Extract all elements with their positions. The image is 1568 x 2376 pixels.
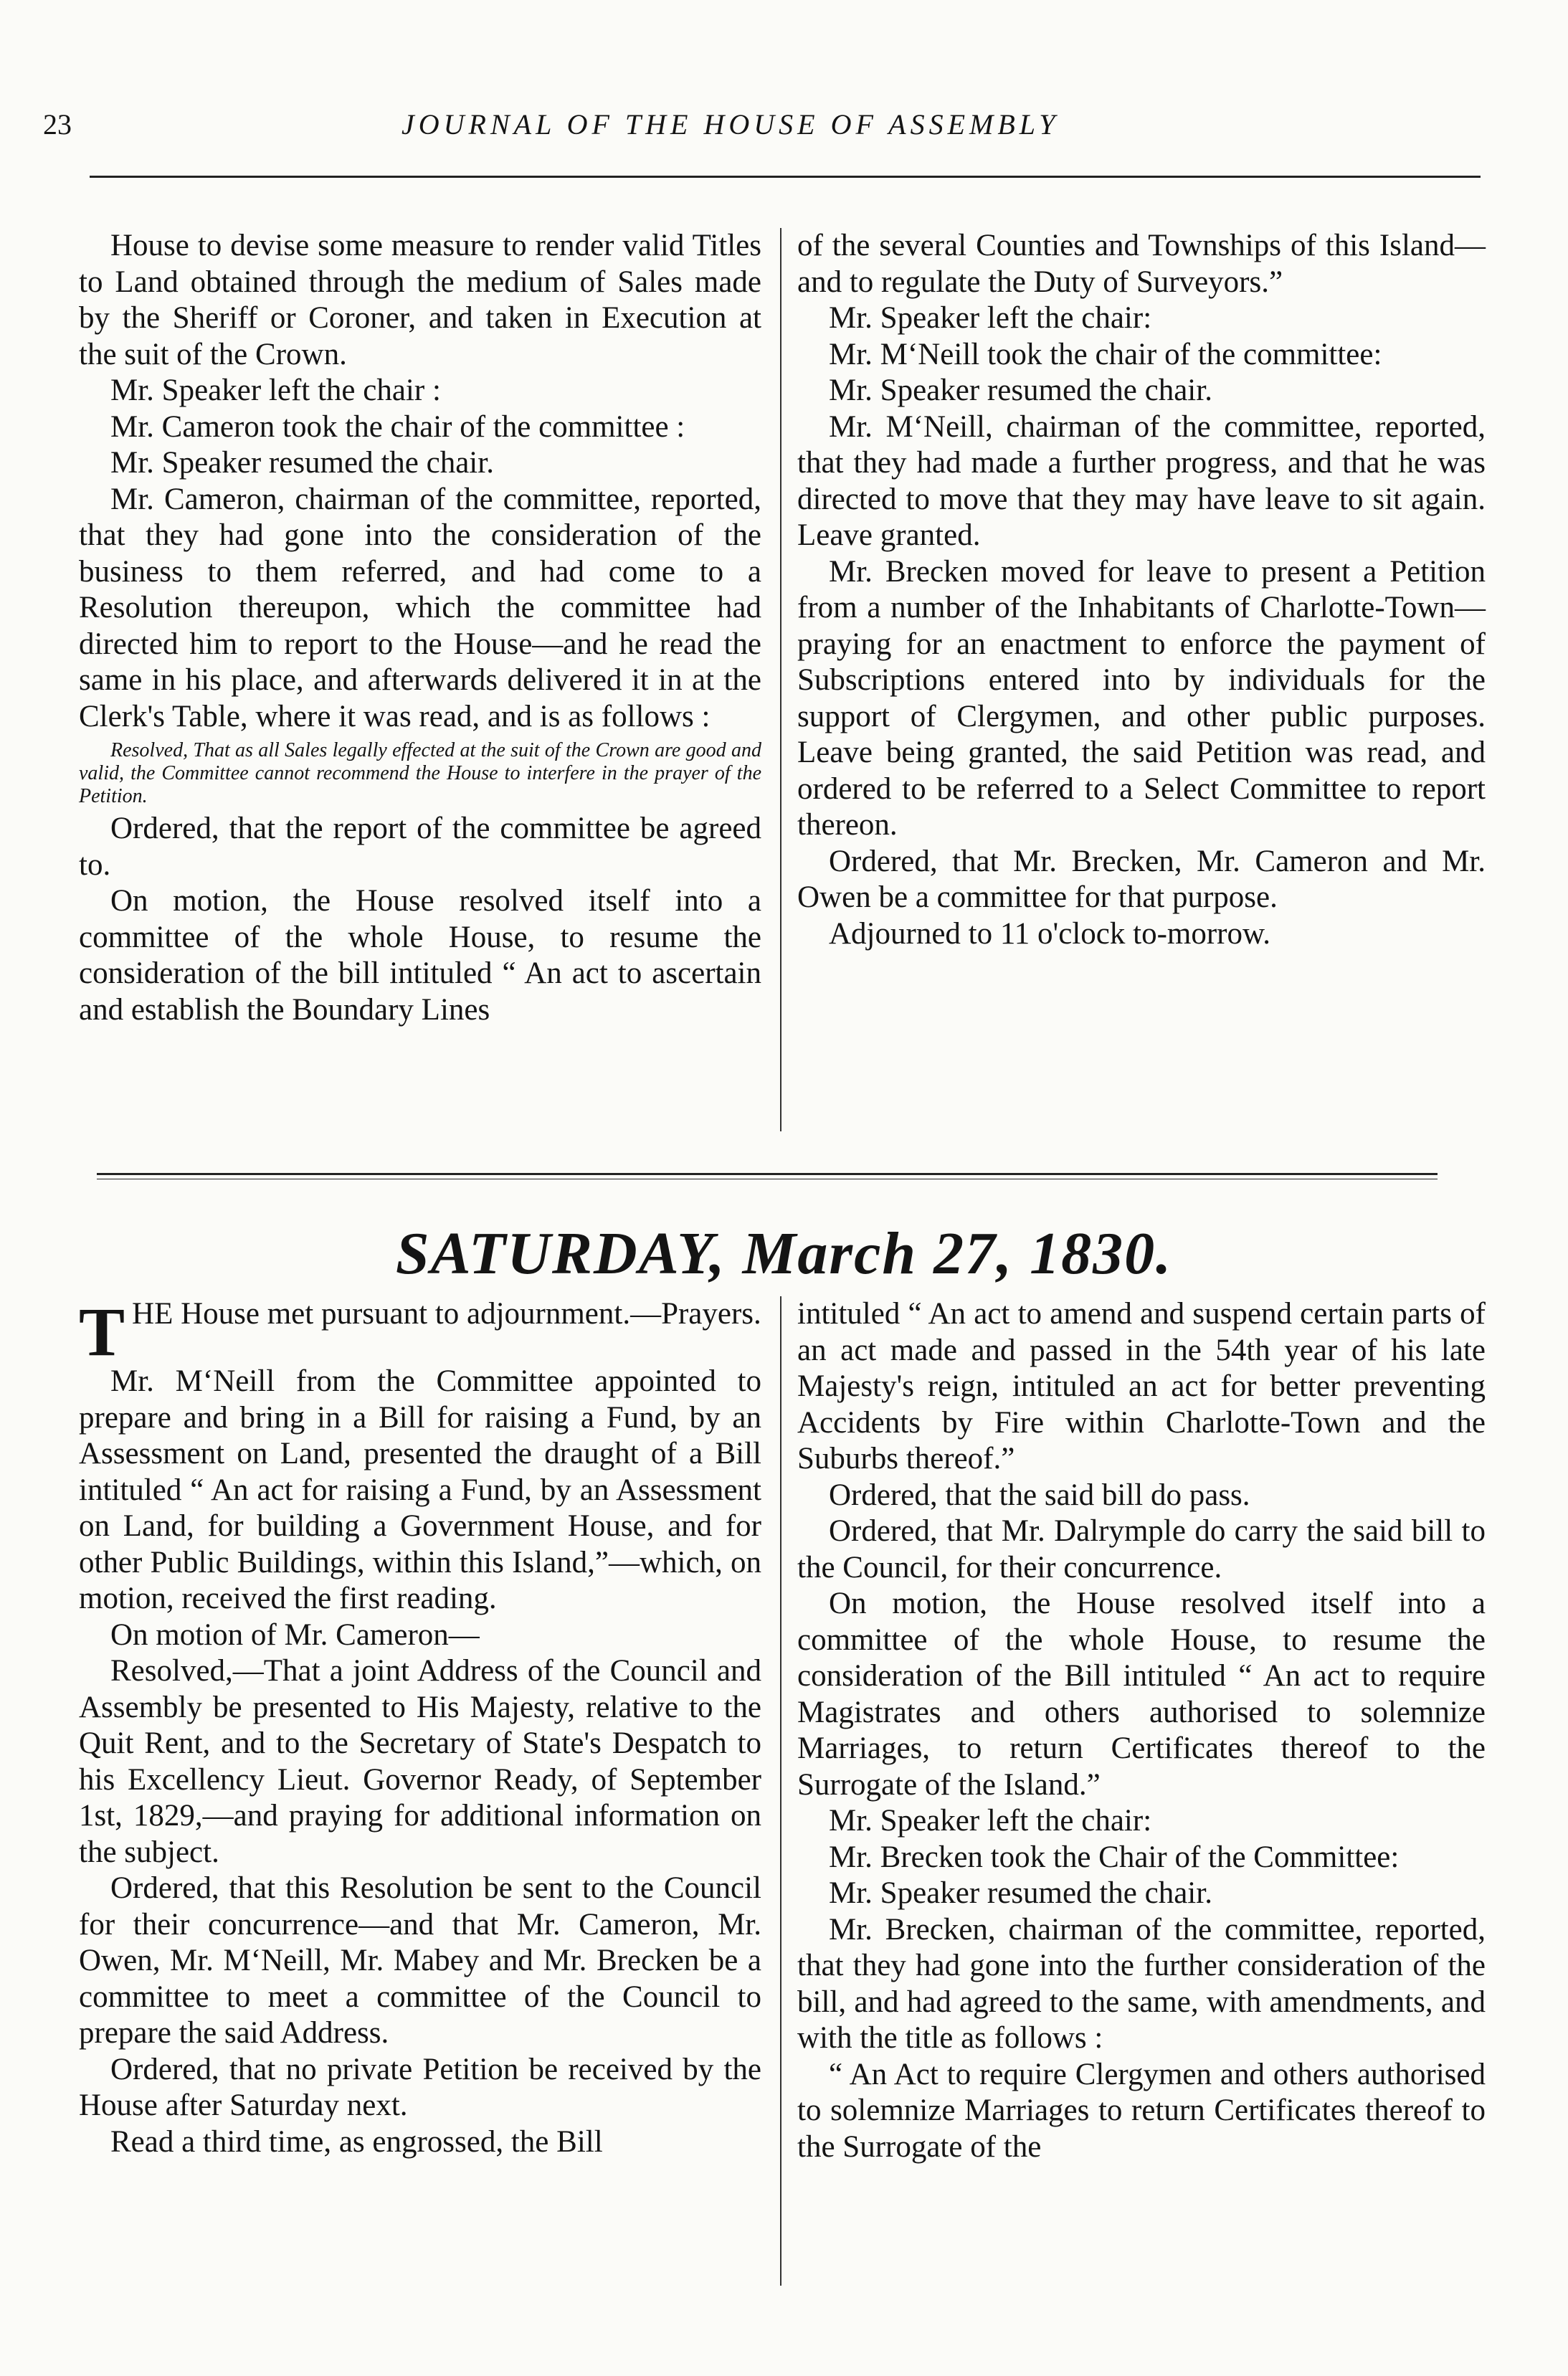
- paragraph: Mr. Speaker resumed the chair.: [110, 446, 494, 480]
- paragraph: intituled “ An act to amend and suspend certain parts of an act made and passed in the 54th year of his late Majesty's reign, intituled an act for better preventing Accidents by Fire within Charlotte-Town and the Suburbs thereof.”: [797, 1297, 1486, 1476]
- paragraph: On motion, the House resolved itself into a committee of the whole House, to resume the consideration of the Bill intituled “ An act to require Magistrates and others authorised to solemnize Marriages, to return Certificates thereof to the Surrogate of the Island.”: [797, 1587, 1486, 1802]
- opening-text: HE House met pursuant to adjournment.—Prayers.: [132, 1297, 761, 1331]
- paragraph: Ordered, that the said bill do pass.: [829, 1478, 1250, 1512]
- paragraph: “ An Act to require Clergymen and others authorised to solemnize Marriages to return Certificates thereof to the Surrogate of the: [797, 2057, 1486, 2164]
- paragraph: Ordered, that Mr. Brecken, Mr. Cameron and Mr. Owen be a committee for that purpose.: [797, 844, 1486, 914]
- column-divider: [780, 228, 781, 1131]
- paragraph: Resolved,—That a joint Address of the Council and Assembly be presented to His Majesty, relative to the Quit Rent, and to the Secretary of State's Despatch to his Excellency Lieut. Governor Ready, of September 1st, 1829,—and praying for additional information on the subject.: [79, 1654, 761, 1869]
- drop-cap: T: [79, 1293, 125, 1370]
- paragraph: Read a third time, as engrossed, the Bill: [110, 2124, 603, 2159]
- section1-left-column: [79, 228, 761, 1028]
- paragraph: Adjourned to 11 o'clock to-morrow.: [829, 916, 1270, 951]
- paragraph: On motion, the House resolved itself into a committee of the whole House, to resume the consideration of the bill intituled “ An act to ascertain and establish the Boundary Lines: [79, 884, 761, 1027]
- paragraph: Mr. Speaker left the chair:: [829, 301, 1152, 335]
- resolution-text: Resolved, That as all Sales legally effected at the suit of the Crown are good and valid, the Committee cannot recommend the House to interfere in the prayer of the Petition.: [79, 739, 761, 807]
- section1-right-column: [797, 228, 1486, 952]
- paragraph: Mr. M‘Neill from the Committee appointed to prepare and bring in a Bill for raising a Fund, by an Assessment on Land, presented the draught of a Bill intituled “ An act for raising a Fund, by an Assessment on Land, for building a Government House, and for other Public Buildings, within this Island,”—which, on motion, received the first reading.: [79, 1364, 761, 1615]
- paragraph: Ordered, that Mr. Dalrymple do carry the said bill to the Council, for their concurrence.: [797, 1514, 1486, 1584]
- date-heading: SATURDAY, March 27, 1830.: [395, 1220, 1173, 1287]
- paragraph: Mr. Speaker resumed the chair.: [829, 1876, 1212, 1910]
- paragraph: Mr. Cameron took the chair of the committee :: [110, 409, 685, 444]
- paragraph: On motion of Mr. Cameron—: [110, 1617, 480, 1652]
- paragraph: Ordered, that this Resolution be sent to the Council for their concurrence—and that Mr. Cameron, Mr. Owen, Mr. M‘Neill, Mr. Mabey and Mr. Brecken be a committee to meet a committee of the Council to prepare the said Address.: [79, 1871, 761, 2050]
- paragraph: House to devise some measure to render valid Titles to Land obtained through the medium of Sales made by the Sheriff or Coroner, and taken in Execution at the suit of the Crown.: [79, 229, 761, 371]
- paragraph: Mr. Brecken moved for leave to present a Petition from a number of the Inhabitants of Charlotte-Town—praying for an enactment to enforce the payment of Subscriptions entered into by individuals for the support of Clergymen, and other public purposes. Leave being granted, the said Petition was read, and ordered to be referred to a Select Committee to report thereon.: [797, 554, 1486, 842]
- paragraph: Mr. Speaker resumed the chair.: [829, 374, 1212, 407]
- running-title: JOURNAL OF THE HOUSE OF ASSEMBLY: [401, 108, 1060, 141]
- paragraph: Ordered, that the report of the committee be agreed to.: [79, 812, 761, 882]
- paragraph: Mr. Speaker left the chair:: [829, 1804, 1152, 1838]
- paragraph: of the several Counties and Townships of this Island—and to regulate the Duty of Surveyors.”: [797, 229, 1486, 299]
- column-divider: [780, 1296, 781, 2286]
- paragraph: Mr. M‘Neill, chairman of the committee, reported, that they had made a further progress, and that he was directed to move that they may have leave to sit again. Leave granted.: [797, 409, 1486, 552]
- page-header: [43, 108, 1477, 158]
- header-rule: [90, 176, 1481, 178]
- section-rule: [97, 1173, 1438, 1175]
- paragraph: Ordered, that no private Petition be received by the House after Saturday next.: [79, 2052, 761, 2122]
- paragraph: Mr. Cameron, chairman of the committee, reported, that they had gone into the consideration of the business to them referred, and had come to a Resolution thereupon, which the committee had directed him to report to the House—and he read the same in his place, and afterwards delivered it in at the Clerk's Table, where it was read, and is as follows :: [79, 482, 761, 733]
- paragraph: [79, 1293, 761, 1370]
- paragraph: Mr. M‘Neill took the chair of the committee:: [829, 337, 1382, 371]
- paragraph: Mr. Brecken, chairman of the committee, reported, that they had gone into the further consideration of the bill, and had agreed to the same, with amendments, and with the title as follows :: [797, 1912, 1486, 2055]
- section2-left-column: [79, 1293, 761, 2160]
- page-number: 23: [43, 108, 72, 141]
- paragraph: Mr. Brecken took the Chair of the Committee:: [829, 1840, 1400, 1874]
- section2-right-column: [797, 1296, 1486, 2165]
- paragraph: Mr. Speaker left the chair :: [110, 374, 441, 407]
